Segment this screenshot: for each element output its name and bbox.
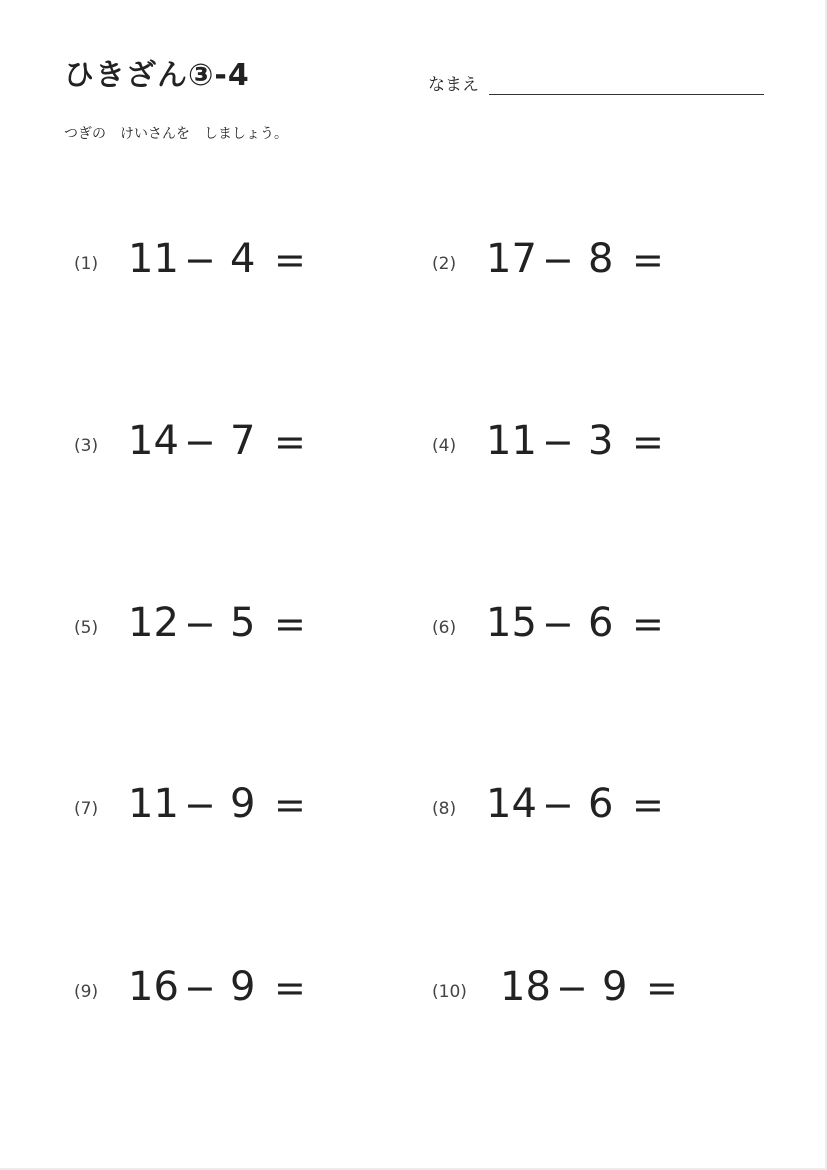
problem-number: (1) bbox=[74, 254, 99, 274]
equals-sign: = bbox=[274, 966, 306, 1010]
equals-sign: = bbox=[646, 966, 678, 1010]
equals-sign: = bbox=[274, 783, 306, 827]
minuend: 16 bbox=[128, 964, 179, 1010]
subtrahend: 5 bbox=[230, 600, 256, 646]
problem-number: (3) bbox=[74, 436, 99, 456]
problem-number: (5) bbox=[74, 618, 99, 638]
minus-sign: − bbox=[542, 420, 574, 464]
minus-sign: − bbox=[556, 966, 588, 1010]
problem-number: (7) bbox=[74, 799, 99, 819]
problem-number: (8) bbox=[432, 799, 457, 819]
minus-sign: − bbox=[542, 783, 574, 827]
subtrahend: 7 bbox=[230, 418, 256, 464]
minuend: 18 bbox=[500, 964, 551, 1010]
subtrahend: 9 bbox=[602, 964, 628, 1010]
equals-sign: = bbox=[632, 783, 664, 827]
problem-number: (9) bbox=[74, 982, 99, 1002]
problem-number: (2) bbox=[432, 254, 457, 274]
minus-sign: − bbox=[184, 966, 216, 1010]
problem-number: (10) bbox=[432, 982, 467, 1002]
page-title: ひきざん③-4 bbox=[64, 58, 250, 93]
subtrahend: 9 bbox=[230, 781, 256, 827]
equals-sign: = bbox=[632, 602, 664, 646]
minuend: 14 bbox=[486, 781, 537, 827]
minuend: 15 bbox=[486, 600, 537, 646]
minus-sign: − bbox=[542, 602, 574, 646]
minus-sign: − bbox=[184, 602, 216, 646]
subtrahend: 9 bbox=[230, 964, 256, 1010]
problem-number: (4) bbox=[432, 436, 457, 456]
minuend: 12 bbox=[128, 600, 179, 646]
subtrahend: 6 bbox=[588, 781, 614, 827]
minuend: 14 bbox=[128, 418, 179, 464]
minus-sign: − bbox=[184, 420, 216, 464]
name-field-line[interactable] bbox=[489, 94, 764, 95]
minuend: 11 bbox=[486, 418, 537, 464]
minuend: 11 bbox=[128, 781, 179, 827]
name-label: なまえ bbox=[428, 75, 479, 95]
equals-sign: = bbox=[632, 420, 664, 464]
subtrahend: 6 bbox=[588, 600, 614, 646]
problem-number: (6) bbox=[432, 618, 457, 638]
equals-sign: = bbox=[274, 420, 306, 464]
instruction-text: つぎの けいさんを しましょう。 bbox=[64, 126, 288, 142]
subtrahend: 3 bbox=[588, 418, 614, 464]
minus-sign: − bbox=[184, 783, 216, 827]
subtrahend: 4 bbox=[230, 236, 256, 282]
equals-sign: = bbox=[274, 238, 306, 282]
minus-sign: − bbox=[184, 238, 216, 282]
subtrahend: 8 bbox=[588, 236, 614, 282]
minus-sign: − bbox=[542, 238, 574, 282]
minuend: 11 bbox=[128, 236, 179, 282]
equals-sign: = bbox=[274, 602, 306, 646]
minuend: 17 bbox=[486, 236, 537, 282]
equals-sign: = bbox=[632, 238, 664, 282]
